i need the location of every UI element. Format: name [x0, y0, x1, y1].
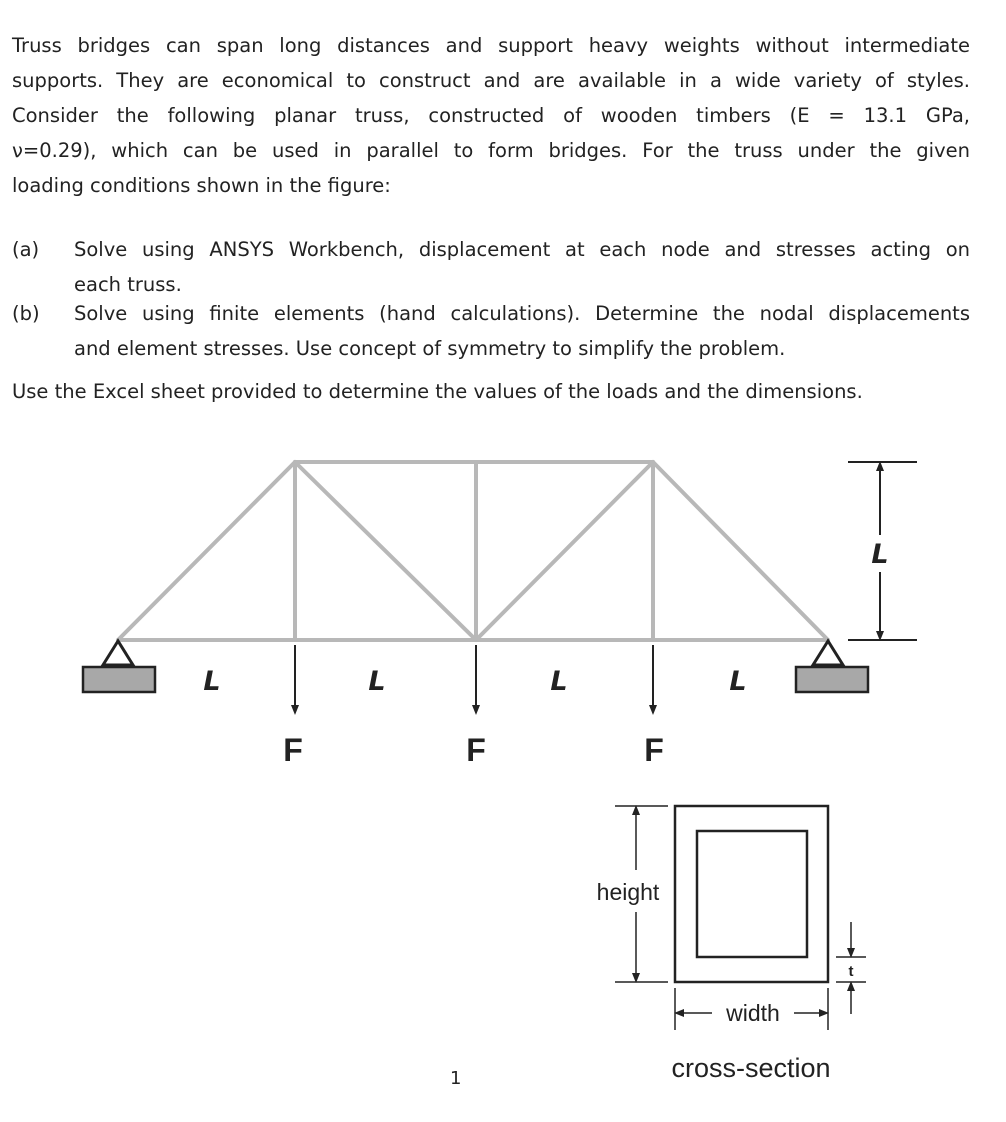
diagonal-member — [476, 462, 653, 640]
section-height-label: height — [596, 879, 660, 905]
intro-line: Consider the following planar truss, constructed of wooden timbers (E = 13.1 GPa, — [12, 104, 970, 127]
span-label: L — [203, 666, 221, 697]
cross-section-caption: cross-section — [671, 1053, 831, 1083]
section-thickness-label: t — [848, 963, 854, 980]
height-label: L — [871, 539, 889, 570]
task-line: each truss. — [74, 273, 182, 296]
diagonal-member — [295, 462, 476, 640]
support-base — [796, 667, 868, 692]
span-label: L — [729, 666, 747, 697]
task-line: Solve using ANSYS Workbench, displacement at each node and stresses acting on — [74, 238, 970, 261]
intro-line: supports. They are economical to construct and are available in a wide variety of styles. — [12, 69, 970, 92]
intro-line: loading conditions shown in the figure: — [12, 174, 391, 197]
intro-line: ν=0.29), which can be used in parallel to form bridges. For the truss under the given — [12, 139, 970, 162]
page-number: 1 — [450, 1068, 462, 1089]
load-arrows — [295, 645, 653, 710]
task-line: Solve using finite elements (hand calculations). Determine the nodal displacements — [74, 302, 970, 325]
span-label: L — [368, 666, 386, 697]
load-label: F — [283, 732, 303, 768]
instruction-text: Use the Excel sheet provided to determine the values of the loads and the dimensions. — [12, 380, 863, 403]
left-support — [83, 641, 155, 692]
span-label: L — [550, 666, 568, 697]
load-label: F — [644, 732, 664, 768]
left-end-diagonal — [118, 462, 295, 640]
intro-line: Truss bridges can span long distances and support heavy weights without intermediate — [12, 34, 970, 57]
inner-wall — [697, 831, 807, 957]
load-label: F — [466, 732, 486, 768]
task-line: and element stresses. Use concept of symmetry to simplify the problem. — [74, 337, 786, 360]
task-label: (b) — [12, 302, 40, 325]
right-support — [796, 641, 868, 692]
truss-members — [118, 462, 828, 640]
support-base — [83, 667, 155, 692]
task-label: (a) — [12, 238, 40, 261]
section-width-label: width — [726, 1000, 780, 1026]
cross-section-drawing — [675, 806, 828, 982]
pin-triangle — [813, 641, 843, 665]
right-end-diagonal — [653, 462, 828, 640]
pin-triangle — [103, 641, 133, 665]
